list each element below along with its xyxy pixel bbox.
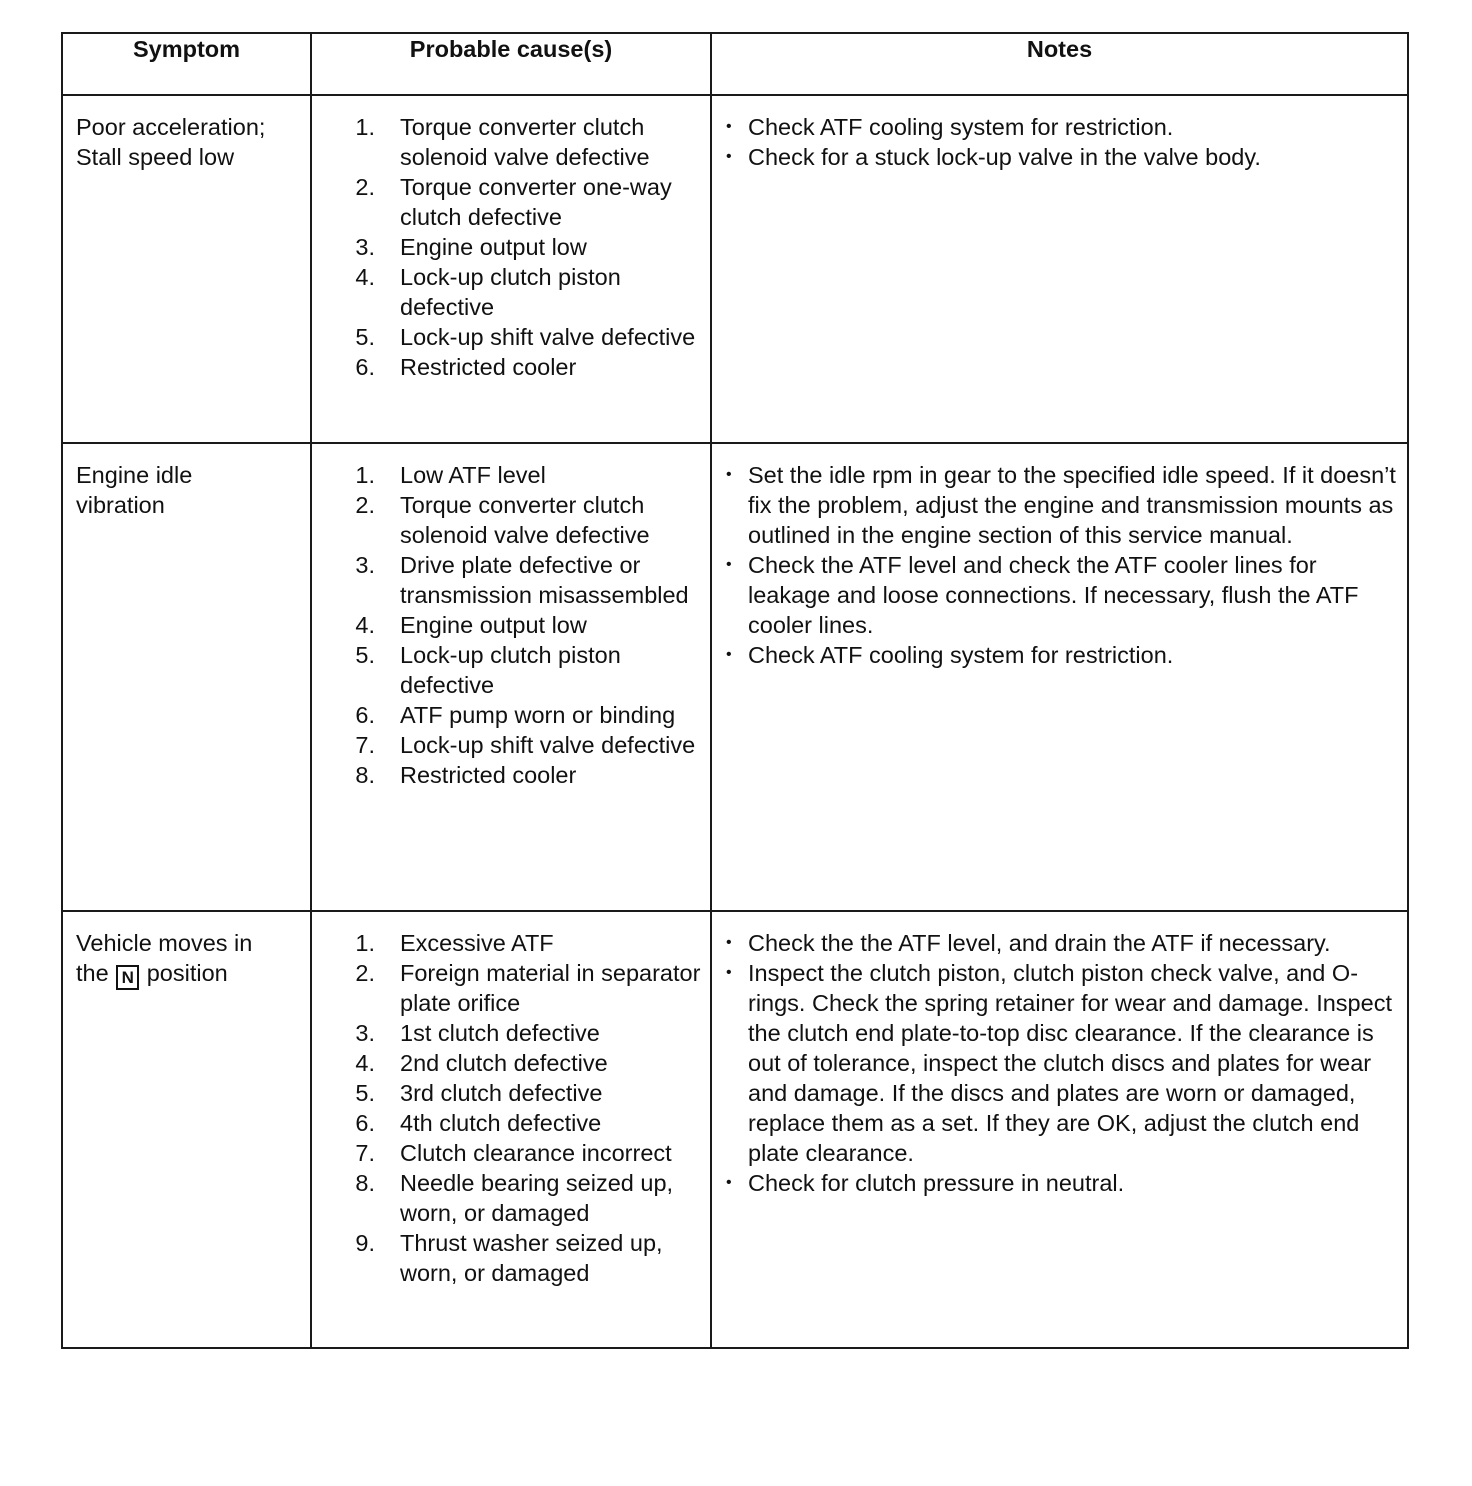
- cause-number: 2.: [355, 174, 375, 200]
- cause-item: [312, 322, 702, 352]
- note-item: [726, 1168, 1397, 1198]
- cause-item: [312, 1078, 702, 1108]
- note-text: Inspect the clutch piston, clutch piston check valve, and O-rings. Check the spring retainer for wear and damage. Inspect the clutch end plate-to-top disc clearance. If the clearance is out of tolerance, inspect the clutch discs and plates for wear and damage. If the discs and plates are worn or damaged, replace them as a set. If they are OK, adjust the clutch end plate clearance.: [748, 960, 1392, 1166]
- cause-text: Low ATF level: [400, 462, 546, 488]
- bullet-icon: •: [726, 118, 732, 135]
- cause-item: [312, 352, 702, 382]
- cause-number: 1.: [355, 114, 375, 140]
- note-text: Check ATF cooling system for restriction.: [748, 642, 1174, 668]
- header-row: [62, 33, 1408, 95]
- cause-text: Engine output low: [400, 234, 587, 260]
- symptom-text: vibration: [76, 492, 165, 518]
- symptom-text: position: [146, 960, 228, 986]
- note-item: [726, 112, 1397, 142]
- header-symptom: Symptom: [62, 33, 311, 95]
- cause-text: Torque converter clutch solenoid valve defective: [400, 114, 650, 170]
- symptom-cell: [62, 443, 311, 911]
- symptom-cell: [62, 95, 311, 443]
- table-row: [62, 95, 1408, 443]
- symptom-text: Stall speed low: [76, 144, 235, 170]
- note-text: Check the ATF level and check the ATF cooler lines for leakage and loose connections. If necessary, flush the ATF cooler lines.: [748, 552, 1359, 638]
- note-item: [726, 640, 1397, 670]
- bullet-icon: •: [726, 934, 732, 951]
- bullet-icon: •: [726, 556, 732, 573]
- note-text: Check for a stuck lock-up valve in the valve body.: [748, 144, 1261, 170]
- neutral-position-icon: N: [116, 965, 139, 990]
- note-text: Check for clutch pressure in neutral.: [748, 1170, 1125, 1196]
- cause-text: Needle bearing seized up, worn, or damaged: [400, 1170, 674, 1226]
- symptom-text: Engine idle: [76, 462, 193, 488]
- cause-number: 6.: [355, 1110, 375, 1136]
- cause-text: Restricted cooler: [400, 354, 577, 380]
- cause-item: [312, 460, 702, 490]
- symptom-text: the: [76, 960, 109, 986]
- cause-number: 7.: [355, 732, 375, 758]
- cause-item: [312, 1228, 702, 1288]
- cause-text: Foreign material in separator plate orifice: [400, 960, 701, 1016]
- cause-number: 5.: [355, 1080, 375, 1106]
- cause-number: 5.: [355, 324, 375, 350]
- cause-text: Restricted cooler: [400, 762, 577, 788]
- notes-cell: [711, 95, 1408, 443]
- cause-number: 4.: [355, 264, 375, 290]
- notes-cell: [711, 911, 1408, 1348]
- cause-item: [312, 640, 702, 700]
- header-notes: Notes: [711, 33, 1408, 95]
- cause-item: [312, 1108, 702, 1138]
- cause-list: [312, 112, 702, 382]
- cause-item: [312, 760, 702, 790]
- cause-text: Torque converter one-way clutch defective: [400, 174, 672, 230]
- cause-number: 6.: [355, 354, 375, 380]
- cause-list: [312, 460, 702, 790]
- cause-item: [312, 1168, 702, 1228]
- bullet-icon: •: [726, 466, 732, 483]
- cause-text: Lock-up shift valve defective: [400, 324, 696, 350]
- cause-item: [312, 490, 702, 550]
- cause-text: Drive plate defective or transmission misassembled: [400, 552, 689, 608]
- cause-item: [312, 1018, 702, 1048]
- symptom-text: Poor acceleration;: [76, 114, 266, 140]
- cause-number: 4.: [355, 1050, 375, 1076]
- note-text: Set the idle rpm in gear to the specified idle speed. If it doesn’t fix the problem, adjust the engine and transmission mounts as outlined in the engine section of this service manual.: [748, 462, 1396, 548]
- cause-item: [312, 958, 702, 1018]
- note-text: Check ATF cooling system for restriction.: [748, 114, 1174, 140]
- bullet-icon: •: [726, 148, 732, 165]
- note-list: [726, 928, 1397, 1198]
- note-item: [726, 460, 1397, 550]
- causes-cell: [311, 443, 711, 911]
- cause-item: [312, 730, 702, 760]
- cause-item: [312, 172, 702, 232]
- cause-item: [312, 1048, 702, 1078]
- cause-item: [312, 610, 702, 640]
- cause-number: 2.: [355, 492, 375, 518]
- cause-number: 1.: [355, 462, 375, 488]
- cause-text: Lock-up clutch piston defective: [400, 264, 621, 320]
- bullet-icon: •: [726, 964, 732, 981]
- cause-text: 2nd clutch defective: [400, 1050, 608, 1076]
- cause-text: 1st clutch defective: [400, 1020, 600, 1046]
- cause-number: 3.: [355, 234, 375, 260]
- cause-number: 2.: [355, 960, 375, 986]
- note-item: [726, 142, 1397, 172]
- cause-text: ATF pump worn or binding: [400, 702, 676, 728]
- cause-list: [312, 928, 702, 1288]
- cause-number: 9.: [355, 1230, 375, 1256]
- cause-item: [312, 232, 702, 262]
- cause-text: Thrust washer seized up, worn, or damaged: [400, 1230, 663, 1286]
- header-probable-causes: Probable cause(s): [311, 33, 711, 95]
- cause-number: 5.: [355, 642, 375, 668]
- symptom-text-line2: [76, 958, 302, 990]
- cause-number: 1.: [355, 930, 375, 956]
- bullet-icon: •: [726, 646, 732, 663]
- cause-item: [312, 112, 702, 172]
- troubleshooting-table: [61, 32, 1409, 1349]
- table-row: [62, 911, 1408, 1348]
- note-item: [726, 958, 1397, 1168]
- note-list: [726, 112, 1397, 172]
- cause-item: [312, 262, 702, 322]
- cause-number: 6.: [355, 702, 375, 728]
- note-list: [726, 460, 1397, 670]
- note-item: [726, 928, 1397, 958]
- cause-text: Torque converter clutch solenoid valve defective: [400, 492, 650, 548]
- cause-number: 8.: [355, 1170, 375, 1196]
- cause-item: [312, 550, 702, 610]
- cause-text: 3rd clutch defective: [400, 1080, 603, 1106]
- cause-text: Lock-up shift valve defective: [400, 732, 696, 758]
- cause-number: 8.: [355, 762, 375, 788]
- cause-text: Engine output low: [400, 612, 587, 638]
- cause-number: 3.: [355, 552, 375, 578]
- causes-cell: [311, 911, 711, 1348]
- cause-number: 7.: [355, 1140, 375, 1166]
- causes-cell: [311, 95, 711, 443]
- bullet-icon: •: [726, 1174, 732, 1191]
- note-text: Check the the ATF level, and drain the ATF if necessary.: [748, 930, 1331, 956]
- table-row: [62, 443, 1408, 911]
- note-item: [726, 550, 1397, 640]
- cause-item: [312, 928, 702, 958]
- cause-item: [312, 700, 702, 730]
- cause-text: Clutch clearance incorrect: [400, 1140, 672, 1166]
- cause-item: [312, 1138, 702, 1168]
- cause-text: Lock-up clutch piston defective: [400, 642, 621, 698]
- cause-text: Excessive ATF: [400, 930, 554, 956]
- symptom-text: Vehicle moves in: [76, 930, 253, 956]
- notes-cell: [711, 443, 1408, 911]
- cause-text: 4th clutch defective: [400, 1110, 602, 1136]
- cause-number: 4.: [355, 612, 375, 638]
- symptom-cell: [62, 911, 311, 1348]
- cause-number: 3.: [355, 1020, 375, 1046]
